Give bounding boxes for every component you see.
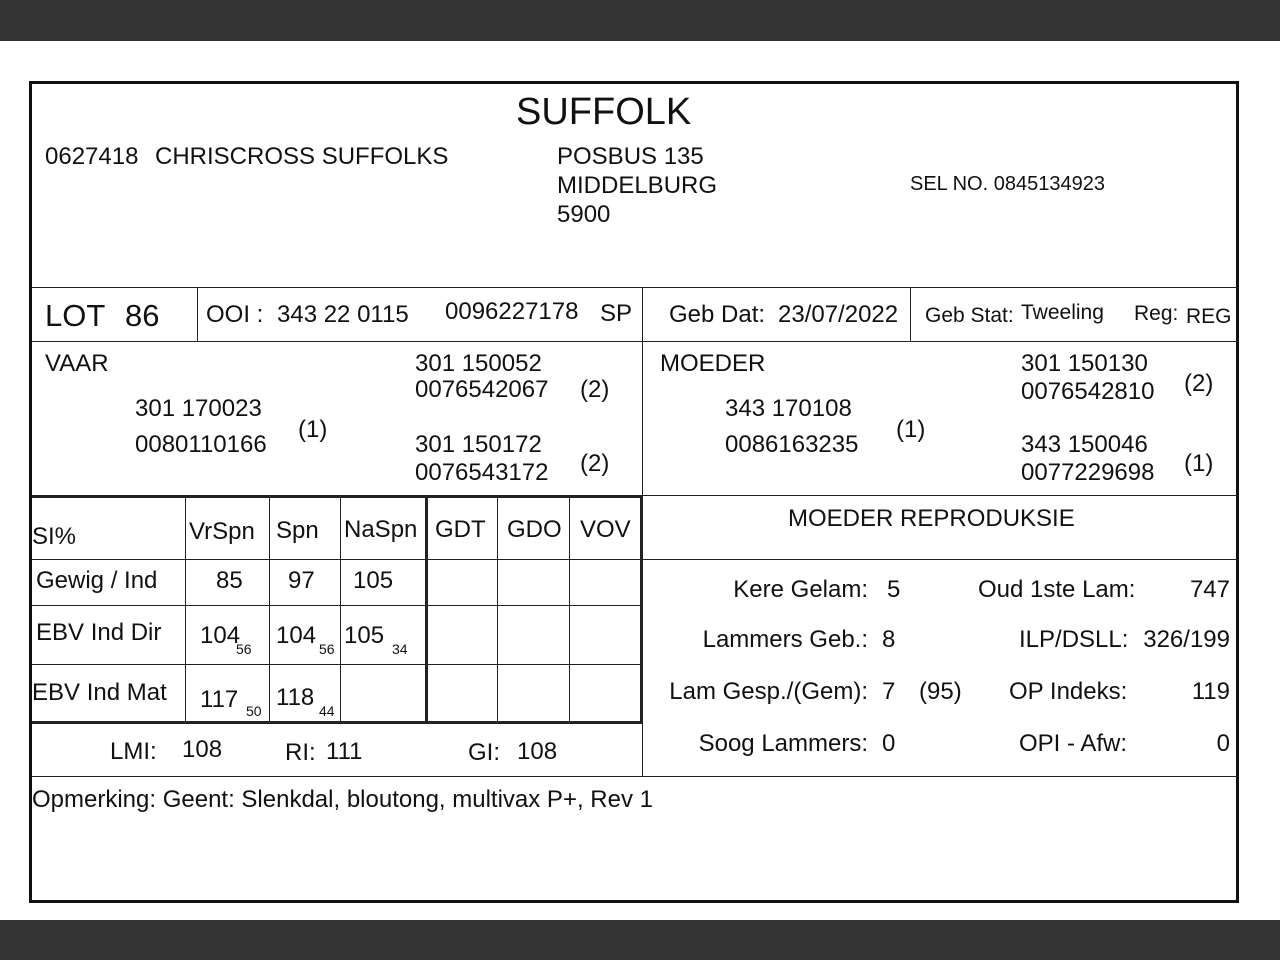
birth-date-label: Geb Dat: — [669, 301, 766, 328]
cell-ebv-mat-vrspn-accuracy: 50 — [246, 703, 262, 719]
birth-date: 23/07/2022 — [778, 301, 899, 328]
top-bar — [0, 0, 1280, 41]
rule-lot — [32, 341, 1238, 342]
birth-status-label: Geb Stat: — [925, 304, 1014, 327]
cell-ebv-dir-vrspn-accuracy: 56 — [236, 641, 252, 657]
kere-gelam-value: 5 — [887, 576, 901, 603]
rule-remarks — [32, 776, 1238, 777]
soog-lammers-label: Soog Lammers: — [698, 730, 868, 757]
dam-granddam-id: 343 150046 — [1021, 431, 1148, 458]
dam-id: 343 170108 — [725, 395, 852, 422]
address-line-2: MIDDELBURG — [557, 172, 718, 199]
rule-table-bottom — [32, 721, 643, 724]
lot-number: 86 — [125, 298, 160, 333]
kere-gelam-label: Kere Gelam: — [733, 576, 868, 603]
dam-grandsire-id: 301 150130 — [1021, 350, 1148, 377]
gi-value: 108 — [517, 738, 558, 765]
cell-ebv-dir-naspn-accuracy: 34 — [392, 641, 408, 657]
rule-pedigree-left — [32, 495, 643, 498]
sire-reg: 0080110166 — [135, 431, 267, 458]
reg-value: REG — [1186, 305, 1232, 328]
column-header-spn: Spn — [276, 517, 319, 544]
lam-gesp-label: Lam Gesp./(Gem): — [669, 678, 868, 705]
op-indeks-label: OP Indeks: — [1009, 678, 1128, 705]
birth-status: Tweeling — [1021, 301, 1104, 324]
ewe-reg-number: 0096227178 — [445, 298, 579, 325]
breeder-name: CHRISCROSS SUFFOLKS — [155, 143, 449, 170]
dam-grandsire-count: (2) — [1184, 370, 1214, 397]
oud-1ste-lam-label: Oud 1ste Lam: — [978, 576, 1136, 603]
dam-granddam-reg: 0077229698 — [1021, 459, 1155, 486]
address-line-3: 5900 — [557, 201, 611, 228]
lot-label: LOT — [45, 298, 106, 333]
breed-title: SUFFOLK — [516, 91, 692, 133]
rule-pedigree-right — [642, 495, 1238, 496]
dam-reg: 0086163235 — [725, 431, 859, 458]
ilp-dsll-value: 326/199 — [1143, 626, 1230, 653]
soog-lammers-value: 0 — [882, 730, 896, 757]
vrule-lot — [197, 288, 198, 341]
gi-label: GI: — [468, 739, 501, 766]
vrule-col-1 — [185, 497, 186, 722]
ewe-id: 343 22 0115 — [277, 301, 409, 328]
remarks: Opmerking: Geent: Slenkdal, bloutong, multivax P+, Rev 1 — [32, 786, 653, 813]
table-corner-label: SI% — [32, 523, 77, 550]
cell-ebv-mat-vrspn: 117 — [200, 686, 239, 713]
op-indeks-value: 119 — [1191, 678, 1230, 705]
cell-ebv-dir-spn-accuracy: 56 — [319, 641, 335, 657]
sire-count: (1) — [298, 416, 328, 443]
vrule-birth — [910, 288, 911, 341]
ewe-label: OOI : — [206, 301, 264, 328]
rule-header — [32, 287, 1238, 288]
lam-gesp-average: (95) — [919, 678, 962, 705]
cell-gewig-spn: 97 — [288, 567, 315, 594]
ilp-dsll-label: ILP/DSLL: — [1019, 626, 1129, 653]
lmi-value: 108 — [182, 736, 223, 763]
sire-label: VAAR — [45, 350, 109, 377]
cell-ebv-mat-spn: 118 — [276, 684, 315, 711]
sire-grandsire-id: 301 150052 — [415, 350, 542, 377]
bottom-bar — [0, 920, 1280, 960]
lam-gesp-value: 7 — [882, 678, 896, 705]
opi-afw-label: OPI - Afw: — [1019, 730, 1128, 757]
dam-grandsire-reg: 0076542810 — [1021, 378, 1155, 405]
dam-count: (1) — [896, 416, 926, 443]
sire-granddam-id: 301 150172 — [415, 431, 542, 458]
breeder-code: 0627418 — [45, 143, 139, 170]
opi-afw-value: 0 — [1216, 730, 1230, 757]
column-header-vrspn: VrSpn — [189, 518, 255, 545]
sire-granddam-reg: 0076543172 — [415, 459, 549, 486]
rule-row-2 — [32, 664, 642, 665]
dam-granddam-count: (1) — [1184, 450, 1214, 477]
sire-grandsire-reg: 0076542067 — [415, 376, 549, 403]
sire-grandsire-count: (2) — [580, 376, 610, 403]
sire-granddam-count: (2) — [580, 450, 610, 477]
vrule-col-5 — [497, 497, 498, 722]
reproduction-title: MOEDER REPRODUKSIE — [788, 505, 1075, 532]
ri-value: 111 — [326, 738, 363, 765]
lot-card — [29, 81, 1239, 903]
column-header-gdo: GDO — [507, 516, 562, 543]
cell-ebv-mat-spn-accuracy: 44 — [319, 703, 335, 719]
column-header-gdt: GDT — [435, 516, 486, 543]
oud-1ste-lam-value: 747 — [1189, 576, 1230, 603]
sire-id: 301 170023 — [135, 395, 262, 422]
vrule-col-6 — [569, 497, 570, 722]
row-label-ebv-dir: EBV Ind Dir — [36, 619, 162, 646]
rule-row-1 — [32, 605, 642, 606]
column-header-vov: VOV — [580, 516, 631, 543]
cell-ebv-dir-spn: 104 — [276, 622, 317, 649]
ewe-code: SP — [600, 300, 633, 327]
phone-number: SEL NO. 0845134923 — [910, 173, 1105, 195]
address-line-1: POSBUS 135 — [557, 143, 704, 170]
ri-label: RI: — [285, 739, 316, 766]
cell-gewig-naspn: 105 — [353, 567, 394, 594]
cell-gewig-vrspn: 85 — [216, 567, 243, 594]
row-label-ebv-mat: EBV Ind Mat — [32, 679, 167, 706]
lammers-geb-value: 8 — [882, 626, 896, 653]
cell-ebv-dir-naspn: 105 — [344, 622, 385, 649]
column-header-naspn: NaSpn — [344, 516, 418, 543]
cell-ebv-dir-vrspn: 104 — [200, 622, 241, 649]
vrule-col-4 — [425, 497, 428, 722]
lmi-label: LMI: — [110, 738, 157, 765]
reg-label: Reg: — [1134, 302, 1179, 325]
rule-table-head — [32, 559, 1238, 560]
lammers-geb-label: Lammers Geb.: — [702, 626, 868, 653]
vrule-col-3 — [340, 497, 341, 722]
row-label-gewig: Gewig / Ind — [36, 567, 158, 594]
vrule-col-2 — [269, 497, 270, 722]
dam-label: MOEDER — [660, 350, 766, 377]
